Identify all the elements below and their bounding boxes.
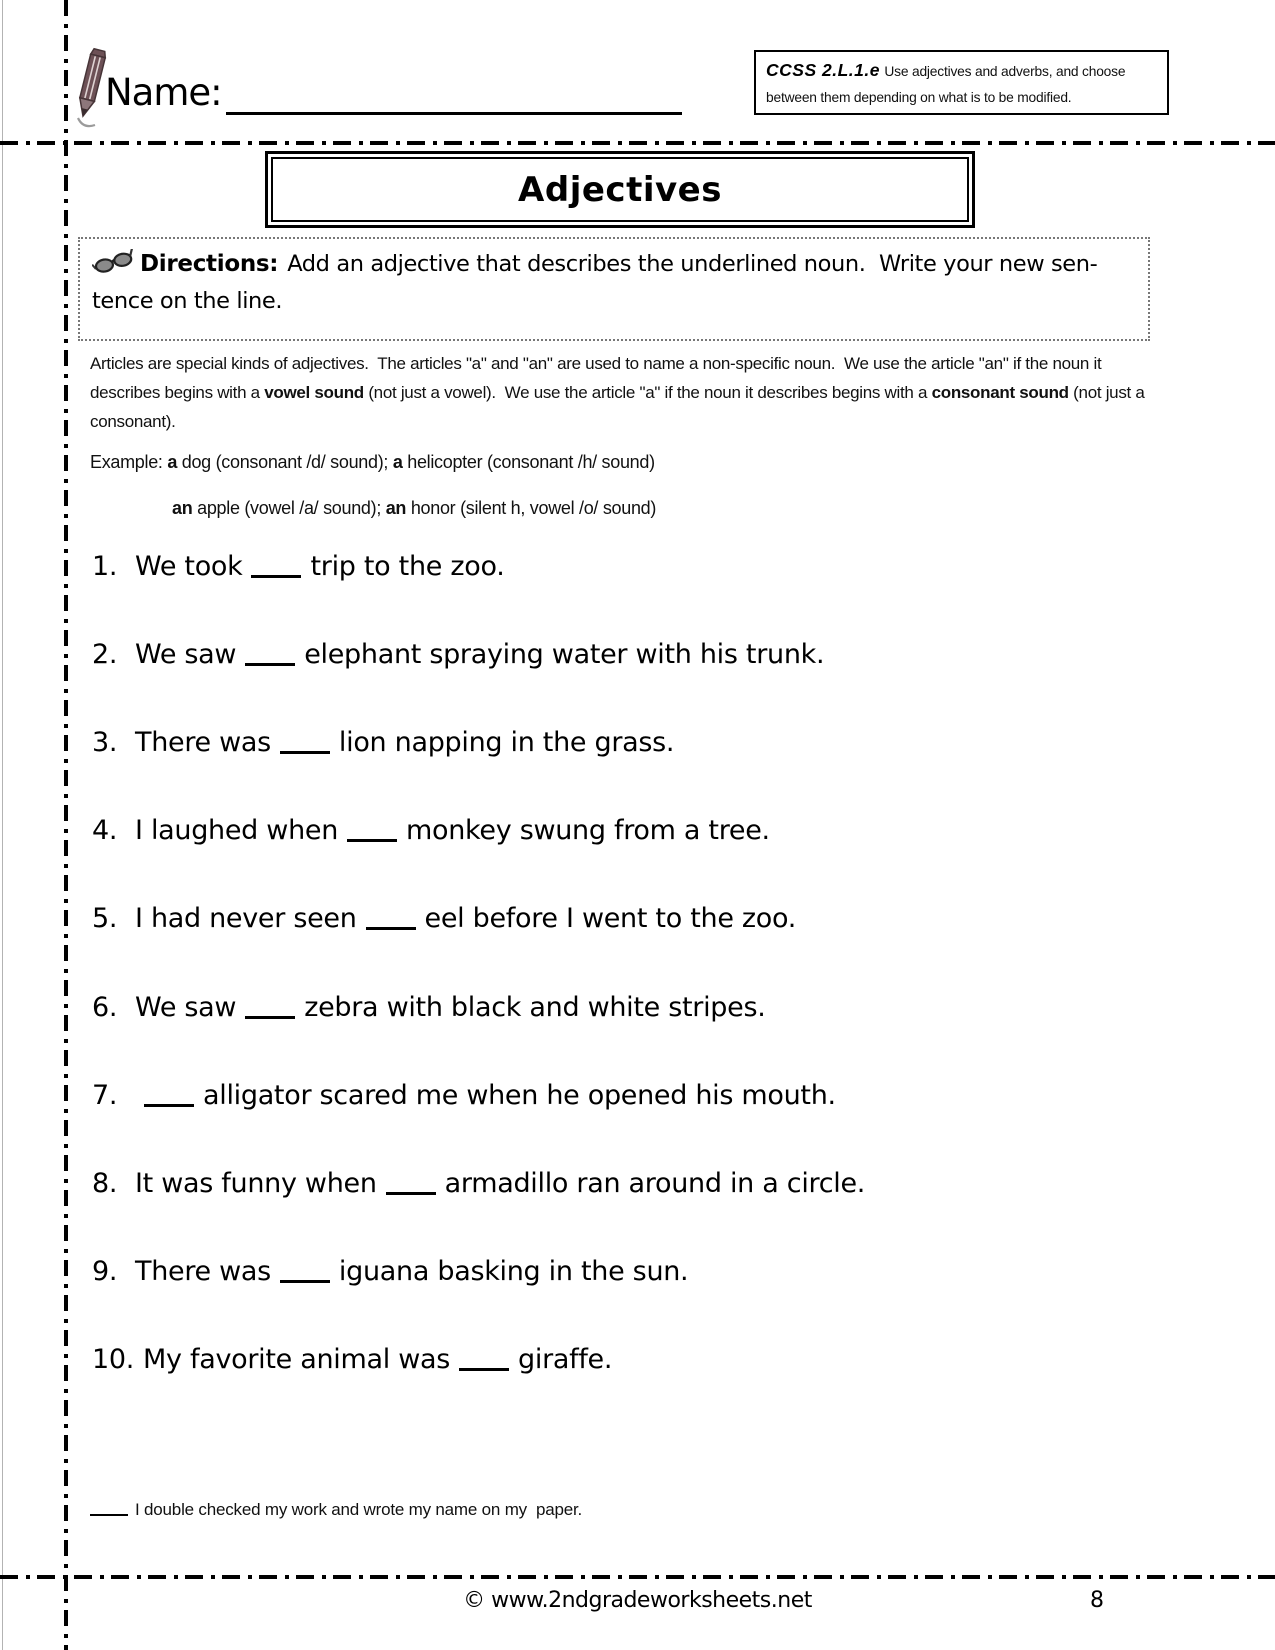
directions-label: Directions: xyxy=(140,251,279,277)
sentence-text-after-blank: iguana basking in the sun. xyxy=(338,1255,689,1287)
sentence-row xyxy=(92,1080,836,1111)
ccss-text-1: Use adjectives and adverbs, and choose xyxy=(884,64,1126,79)
title-box xyxy=(265,151,975,228)
articles-bold-vowel-sound: vowel sound xyxy=(264,382,364,402)
sentence-number: 6. xyxy=(92,991,118,1023)
articles-text-2: (not just a vowel). We use the article "a" if the noun it describes begins with a xyxy=(363,382,932,402)
sentence-row xyxy=(92,903,796,934)
ccss-text-2: between them depending on what is to be modified. xyxy=(766,90,1072,105)
example-line-1 xyxy=(90,452,655,473)
sentence-row xyxy=(92,815,770,846)
sentence-row xyxy=(92,1344,612,1375)
sentence-number: 7. xyxy=(92,1079,118,1111)
sentence-number: 5. xyxy=(92,903,118,935)
sentence-row xyxy=(92,992,766,1023)
sentence-text-before-blank: It was funny when xyxy=(135,1167,377,1199)
directions-line-1 xyxy=(92,249,1136,279)
sentence-row xyxy=(92,639,824,670)
self-check-row xyxy=(90,1500,582,1520)
sentence-text-after-blank: giraffe. xyxy=(518,1343,613,1375)
answer-blank[interactable] xyxy=(251,570,301,578)
sentence-text-after-blank: trip to the zoo. xyxy=(310,551,505,582)
ccss-standard-box xyxy=(754,50,1169,115)
ccss-code: CCSS 2.L.1.e xyxy=(766,60,880,80)
answer-blank[interactable] xyxy=(245,658,295,666)
bottom-divider-dashdot-line xyxy=(0,1575,1275,1579)
example-text-3: apple (vowel /a/ sound); xyxy=(192,498,386,518)
sentence-text-after-blank: zebra with black and white stripes. xyxy=(304,991,766,1023)
check-blank[interactable] xyxy=(90,1510,128,1516)
sentence-number: 8. xyxy=(92,1167,118,1199)
example-label: Example: xyxy=(90,452,168,472)
sentence-number: 2. xyxy=(92,639,118,671)
example-article-an-1: an xyxy=(172,498,193,518)
answer-blank[interactable] xyxy=(280,1275,330,1283)
answer-blank[interactable] xyxy=(366,922,416,930)
sentence-number: 3. xyxy=(92,727,118,759)
directions-text-line2: tence on the line. xyxy=(92,288,283,314)
sentence-row xyxy=(92,1168,865,1199)
page-edge-line xyxy=(2,0,3,1650)
articles-text-1: Articles are special kinds of adjectives. The articles "a" and "an" are used to name a non-specific noun. We use the article "an" if the noun it describes begins with a xyxy=(90,354,1106,402)
check-text: I double checked my work and wrote my name on my paper. xyxy=(135,1500,583,1519)
page-number: 8 xyxy=(1090,1588,1104,1613)
page-title: Adjectives xyxy=(518,169,722,210)
sentence-text-before-blank: There was xyxy=(135,727,271,759)
sentence-text-after-blank: lion napping in the grass. xyxy=(338,727,675,759)
answer-blank[interactable] xyxy=(245,1011,295,1019)
glasses-icon xyxy=(92,249,134,279)
sentence-text-before-blank: I laughed when xyxy=(135,815,339,847)
sentence-text-after-blank: alligator scared me when he opened his mouth. xyxy=(203,1079,836,1111)
sentence-text-after-blank: monkey swung from a tree. xyxy=(406,815,770,847)
sentence-text-after-blank: elephant spraying water with his trunk. xyxy=(304,639,825,671)
example-article-a-2: a xyxy=(392,452,403,472)
example-line-2 xyxy=(172,498,656,519)
example-article-an-2: an xyxy=(385,498,407,518)
title-box-inner xyxy=(271,157,969,222)
directions-text-line1: Add an adjective that describes the underlined noun. Write your new sen- xyxy=(287,251,1098,277)
articles-explanation xyxy=(90,350,1152,437)
example-text-2: helicopter (consonant /h/ sound) xyxy=(402,452,655,472)
sentence-row xyxy=(92,551,505,582)
sentence-text-after-blank: eel before I went to the zoo. xyxy=(424,903,797,935)
left-margin-dashdot-line xyxy=(64,0,68,1650)
sentence-number: 10. xyxy=(92,1343,135,1375)
name-blank-line[interactable] xyxy=(226,72,682,115)
footer-copyright: © www.2ndgradeworksheets.net xyxy=(463,1588,812,1613)
example-text-1: dog (consonant /d/ sound); xyxy=(177,452,393,472)
sentence-row xyxy=(92,1256,688,1287)
example-text-4: honor (silent h, vowel /o/ sound) xyxy=(406,498,657,518)
answer-blank[interactable] xyxy=(459,1363,509,1371)
ccss-line-1 xyxy=(766,60,1157,81)
answer-blank[interactable] xyxy=(280,746,330,754)
sentence-row xyxy=(92,727,674,758)
articles-text-3: (not just a consonant). xyxy=(90,382,1149,431)
sentence-text-before-blank: We took xyxy=(135,551,243,582)
sentence-text-before-blank: We saw xyxy=(135,639,237,671)
name-row xyxy=(105,72,682,115)
example-article-a-1: a xyxy=(167,452,178,472)
answer-blank[interactable] xyxy=(347,834,397,842)
sentence-text-after-blank: armadillo ran around in a circle. xyxy=(444,1167,866,1199)
directions-box xyxy=(78,237,1150,341)
sentence-text-before-blank: My favorite animal was xyxy=(143,1343,451,1375)
articles-bold-consonant-sound: consonant sound xyxy=(931,382,1069,402)
sentence-text-before-blank: There was xyxy=(135,1255,271,1287)
sentence-text-before-blank: I had never seen xyxy=(135,903,357,935)
sentence-number: 4. xyxy=(92,815,118,847)
sentence-text-before-blank: We saw xyxy=(135,991,237,1023)
answer-blank[interactable] xyxy=(144,1099,194,1107)
sentence-number: 1. xyxy=(92,551,118,582)
top-divider-dashdot-line xyxy=(0,141,1275,145)
sentence-number: 9. xyxy=(92,1255,118,1287)
name-label: Name: xyxy=(105,71,222,115)
answer-blank[interactable] xyxy=(386,1187,436,1195)
